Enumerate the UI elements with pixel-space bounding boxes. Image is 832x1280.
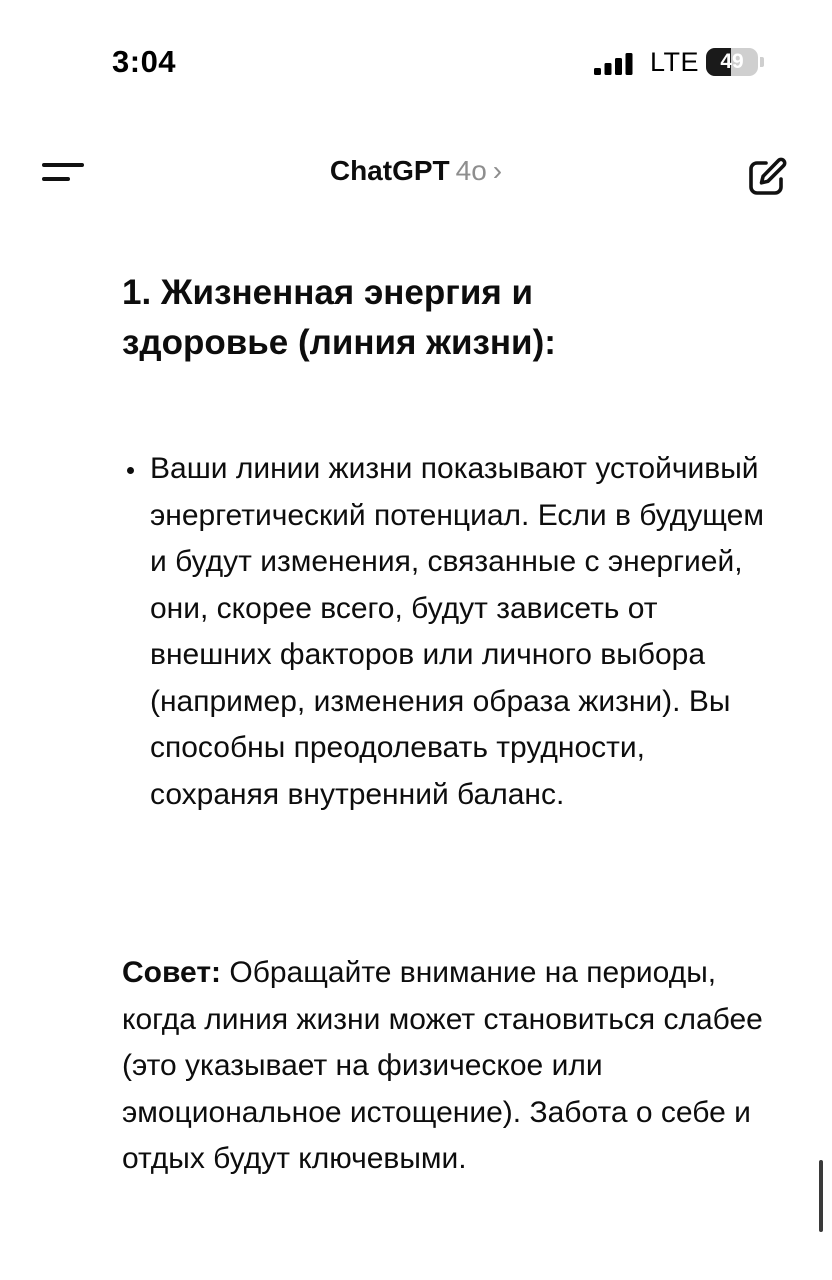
battery-level: 49 [720,50,744,73]
list-item [122,446,772,818]
model-selector[interactable] [0,155,832,187]
new-chat-icon[interactable] [744,154,790,200]
network-type: LTE [650,47,700,77]
assistant-message [122,268,772,1175]
chevron-right-icon: › [492,155,503,186]
bullet-text: Ваши линии жизни показывают устойчивый энергетический потенциал. Если в будущем и будут изменения, связанные с энергией, они, скорее всего, будут зависеть от внешних факторов или личного выбора (например, изменения образа жизни). Вы способны преодолевать трудности, сохраняя внутренний баланс. [150,452,764,811]
section-heading: 1. Жизненная энергия и здоровье (линия жизни): [122,273,556,362]
app-name: ChatGPT [329,155,450,186]
status-time: 3:04 [112,44,177,79]
advice-label: Совет: [122,956,222,989]
status-bar [0,0,832,120]
bullet-dot [127,467,134,474]
cellular-signal-icon [594,53,634,75]
battery-icon [706,48,764,78]
model-name: 4o [455,155,487,186]
advice-text: Обращайте внимание на периоды, когда линия жизни может становиться слабее (это указывает на физическое или эмоциональное истощение). Забота о себе и отдых будут ключевыми. [122,956,763,1175]
advice-paragraph [122,950,772,1183]
chat-header [0,125,832,225]
battery-cap [760,57,764,67]
bullet-list [122,446,772,818]
scrollbar[interactable] [819,1160,823,1232]
